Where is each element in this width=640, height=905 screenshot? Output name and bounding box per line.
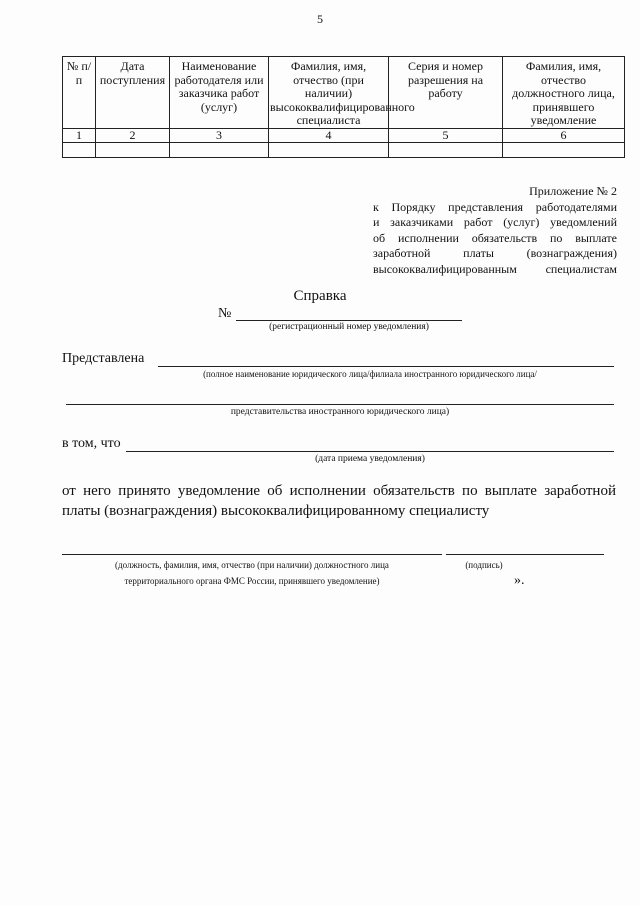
table-cell — [170, 142, 269, 157]
col-header-specialist: Фамилия, имя, отчество (при наличии) высококвалифицированного специалиста — [269, 57, 389, 129]
registration-number-line — [236, 320, 462, 321]
appendix-line: и заказчиками работ (услуг) уведомлений — [373, 215, 617, 229]
appendix-line: высококвалифицированным специалистам — [373, 261, 617, 276]
closing-quote: ». — [514, 573, 525, 588]
table-cell — [96, 142, 170, 157]
empty-table-row — [63, 142, 625, 157]
appendix-title: Приложение № 2 — [529, 184, 617, 198]
presented-label: Представлена — [62, 351, 145, 366]
appendix-line: к Порядку представления работодателями — [373, 199, 617, 214]
statement-line: от него принято уведомление об исполнении обязательств по выплате заработной — [62, 483, 616, 499]
date-caption: (дата приема уведомления) — [315, 454, 425, 464]
appendix-line: об исполнении обязательств по выплате — [373, 230, 617, 245]
presented-caption-2: представительства иностранного юридического лица) — [230, 407, 450, 417]
column-number: 1 — [63, 128, 96, 142]
presented-caption-1: (полное наименование юридического лица/филиала иностранного юридического лица/ — [203, 369, 537, 379]
col-header-official: Фамилия, имя, отчество должностного лица, принявшего уведомление — [503, 57, 625, 129]
appendix-body — [373, 200, 617, 278]
date-line — [126, 451, 614, 452]
signature-caption: (подпись) — [465, 560, 503, 570]
appendix-block — [373, 184, 617, 277]
col-header-number: № п/п — [63, 57, 96, 129]
column-number: 3 — [170, 128, 269, 142]
document-heading: Справка — [293, 288, 347, 304]
col-header-employer: Наименование работодателя или заказчика работ (услуг) — [170, 57, 269, 129]
appendix-line: заработной платы (вознаграждения) — [373, 246, 617, 260]
table-header-row — [63, 57, 625, 129]
official-caption-2: территориального органа ФМС России, принявшего уведомление) — [124, 576, 380, 586]
column-number-row — [63, 128, 625, 142]
statement-text — [62, 481, 616, 521]
table-cell — [269, 142, 389, 157]
presented-line-2 — [66, 404, 614, 405]
statement-line: платы (вознаграждения) высококвалифицированному специалисту — [62, 503, 490, 519]
number-label: № — [218, 306, 232, 321]
signature-line — [446, 554, 604, 555]
official-line — [62, 554, 442, 555]
registration-number-caption: (регистрационный номер уведомления) — [269, 322, 429, 332]
date-label: в том, что — [62, 436, 121, 451]
page-number: 5 — [317, 12, 323, 26]
official-caption-1: (должность, фамилия, имя, отчество (при наличии) должностного лица — [115, 560, 389, 570]
col-header-date: Дата поступления — [96, 57, 170, 129]
column-number: 5 — [389, 128, 503, 142]
col-header-permit: Серия и номер разрешения на работу — [389, 57, 503, 129]
column-number: 6 — [503, 128, 625, 142]
presented-line — [158, 366, 614, 367]
table-cell — [503, 142, 625, 157]
table-cell — [63, 142, 96, 157]
table-cell — [389, 142, 503, 157]
column-number: 2 — [96, 128, 170, 142]
notification-register-table — [62, 56, 625, 158]
column-number: 4 — [269, 128, 389, 142]
